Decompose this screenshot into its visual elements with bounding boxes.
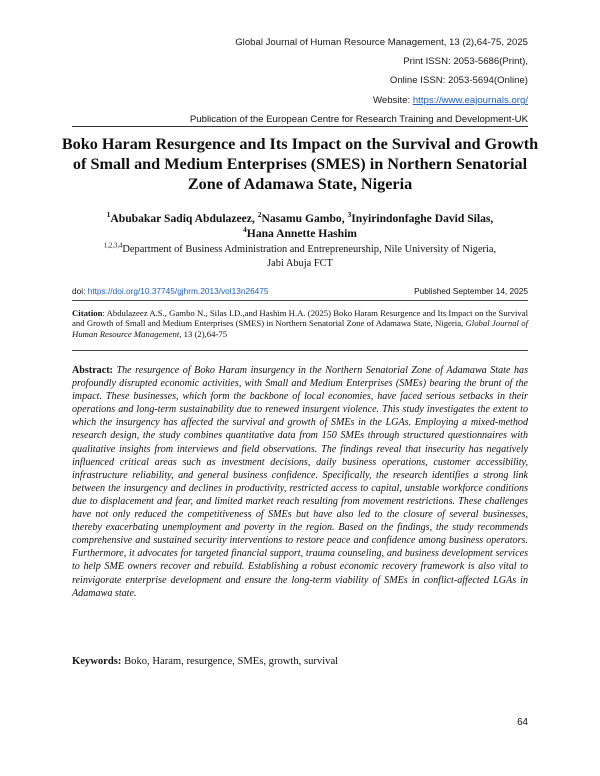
page-number: 64 (517, 717, 528, 728)
divider-top (72, 300, 528, 301)
keywords-text: Boko, Haram, resurgence, SMEs, growth, survival (124, 656, 339, 667)
abstract-text: The resurgence of Boko Haram insurgency in the Northern Senatorial Zone of Adamawa State has profoundly disrupted economic activities, with Small and Medium Enterprises (SMEs) bearing the brunt of the impact. These businesses, which form the backbone of local economies, have faced serious setbacks in their operations and long-term sustainability due to renewed insurgent violence. This study investigates the extent to which the insurgency has affected the survival and growth of SMEs in the LGAs. Employing a mixed-method research design, the study combines quantitative data from 150 SMEs through structured questionnaires with qualitative insights from interviews and field observations. The findings reveal that insecurity has negatively influenced critical areas such as investment decisions, daily business operations, customer accessibility, infrastructure reliability, and general business confidence. Specifically, the research identifies a strong link between the insurgency and declines in productivity, restricted access to capital, unstable workforce conditions due to displacement and fear, and limited market reach resulting from movement restrictions. These challenges have not only reduced the competitiveness of SMEs but have also led to the closure of several businesses, thereby exacerbating unemployment and poverty in the region. Based on the findings, the study recommends comprehensive and sustained security interventions to restore peace and confidence among business operators. Furthermore, it advocates for targeted financial support, trauma counseling, and business development services to help SME owners recover and rebuild. Establishing a robust economic recovery framework is also vital to reinvigorate enterprise development and ensure the long-term viability of SMEs in conflict-affected LGAs in Adamawa state. (72, 365, 529, 599)
citation (72, 308, 528, 339)
citation-label: Citation (72, 308, 103, 318)
affiliation (60, 243, 540, 270)
divider-bottom (72, 350, 528, 351)
citation-text: : Abdulazeez A.S., Gambo N., Silas I.D.,and Hashim H.A. (2025) Boko Haram Resurgence and Its Impact on the Survival and Growth of Small and Medium Enterprises (SMES) in Northern Senatorial Zone of Adamawa State, Nigeria, (72, 308, 528, 329)
website-label: Website: (372, 95, 411, 106)
citation-journal: Global Journal of Human Resource Management (72, 318, 528, 339)
author-3: $^3$Inyirindonfaghe David Silas, (347, 210, 494, 225)
publisher-line: Publication of the European Centre for Research Training and Development-UK (72, 114, 528, 127)
author-list (60, 211, 540, 241)
abstract-label: Abstract: (72, 365, 113, 376)
keywords-label: Keywords: (72, 656, 122, 667)
doi-label: doi: (72, 286, 86, 296)
website-line (373, 95, 528, 106)
author-2: $^2$Nasamu Gambo, (257, 210, 348, 225)
website-link[interactable]: https://www.eajournals.org/ (412, 95, 528, 106)
author-1: $^1$Abubakar Sadiq Abdulazeez, (106, 210, 258, 225)
published-date: Published September 14, 2025 (414, 286, 528, 296)
affiliation-line-2: Jabi Abuja FCT (267, 257, 333, 269)
doi-link[interactable]: https://doi.org/10.37745/gjhrm.2013/vol13n26475 (87, 286, 269, 296)
doi-row (72, 286, 528, 296)
author-4: $^4$Hana Annette Hashim (243, 225, 357, 240)
affiliation-sup: 1,2,3,4 (103, 242, 123, 250)
keywords (72, 656, 528, 667)
affiliation-line-1: Department of Business Administration and Entrepreneurship, Nile University of Nigeria, (122, 244, 497, 255)
abstract (72, 364, 528, 600)
print-issn: Print ISSN: 2053-5686(Print), (403, 56, 528, 67)
journal-line: Global Journal of Human Resource Management, 13 (2),64-75, 2025 (235, 37, 528, 48)
online-issn: Online ISSN: 2053-5694(Online) (389, 75, 528, 86)
citation-end: , 13 (2),64-75 (179, 328, 228, 339)
article-title: Boko Haram Resurgence and Its Impact on the Survival and Growth of Small and Medium Enterprises (SMES) in Northern Senatorial Zone of Adamawa State, Nigeria (61, 135, 539, 193)
